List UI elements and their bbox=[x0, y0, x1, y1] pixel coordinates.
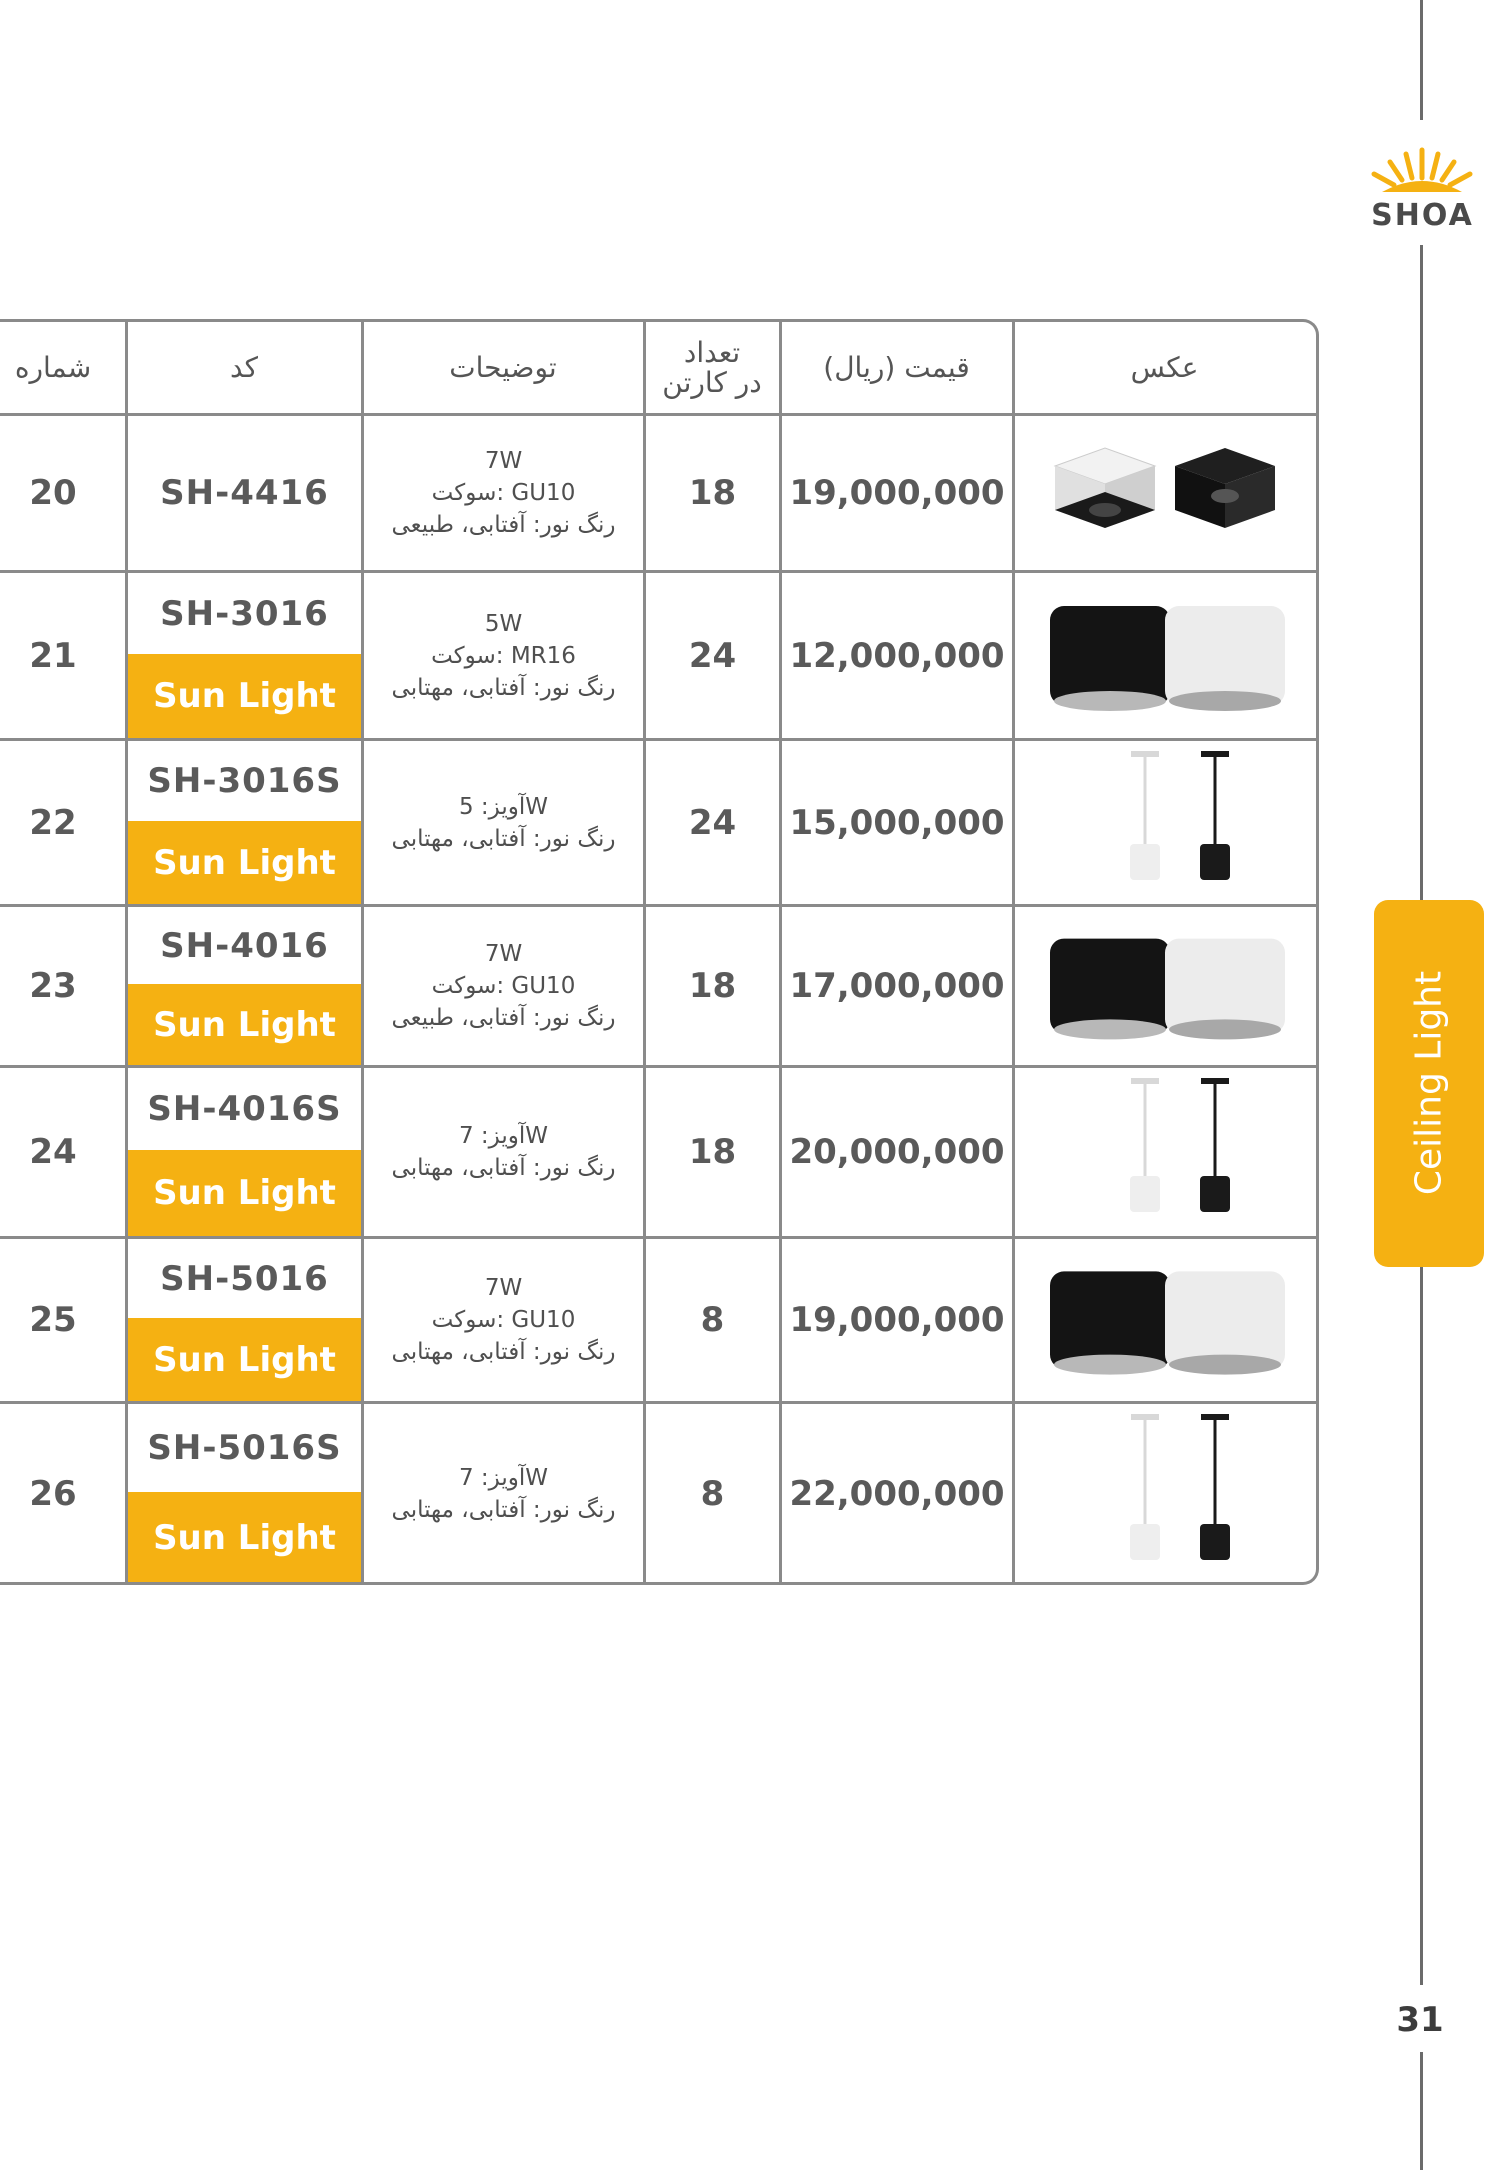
shoa-logo bbox=[1360, 140, 1485, 235]
row-number: 21 bbox=[29, 635, 77, 676]
right-rule-bottom bbox=[1420, 2052, 1423, 2170]
brand-badge: Sun Light bbox=[128, 821, 361, 904]
product-price: 19,000,000 bbox=[789, 1300, 1005, 1340]
cylinder-light-icon bbox=[1015, 1239, 1315, 1401]
pendant-light-icon bbox=[1015, 1404, 1315, 1584]
description-line: رنگ نور: آفتابی، طبیعی bbox=[391, 1005, 616, 1031]
brand-name: SHOA bbox=[1371, 198, 1474, 233]
carton-quantity: 8 bbox=[700, 1300, 725, 1340]
description-line: سوکت: GU10 bbox=[431, 973, 576, 999]
product-code: SH-3016 bbox=[160, 593, 329, 634]
description-line: سوکت: MR16 bbox=[431, 642, 576, 669]
product-price: 20,000,000 bbox=[789, 1132, 1005, 1172]
carton-quantity: 18 bbox=[688, 966, 737, 1006]
product-code: SH-4416 bbox=[160, 473, 329, 513]
description-line: آویز: 7W bbox=[458, 1465, 549, 1491]
row-number: 26 bbox=[29, 1474, 77, 1514]
pendant-light-icon bbox=[1015, 741, 1315, 904]
product-photo[interactable] bbox=[1015, 1068, 1315, 1236]
product-photo[interactable] bbox=[1015, 573, 1315, 738]
header-price bbox=[780, 322, 1013, 414]
price-table bbox=[0, 319, 1319, 1585]
category-tab[interactable] bbox=[1374, 900, 1484, 1267]
page-number: 31 bbox=[1380, 1995, 1460, 2045]
product-description bbox=[364, 1404, 643, 1584]
description-line: 7W bbox=[484, 941, 523, 967]
product-code: SH-5016 bbox=[160, 1258, 329, 1299]
brand-badge: Sun Light bbox=[128, 1492, 361, 1584]
product-description bbox=[364, 573, 643, 738]
product-description bbox=[364, 907, 643, 1065]
row-number: 24 bbox=[29, 1132, 77, 1172]
product-code: SH-3016S bbox=[147, 761, 342, 801]
carton-quantity: 18 bbox=[688, 1132, 737, 1172]
header-number-label: شماره bbox=[14, 351, 92, 384]
product-photo[interactable] bbox=[1015, 1404, 1315, 1584]
cylinder-light-icon bbox=[1015, 907, 1315, 1065]
brand-badge: Sun Light bbox=[128, 984, 361, 1065]
product-description bbox=[364, 1239, 643, 1401]
product-photo[interactable] bbox=[1015, 1239, 1315, 1401]
header-quantity bbox=[644, 322, 780, 414]
carton-quantity: 24 bbox=[688, 635, 737, 676]
cube-light-icon bbox=[1015, 416, 1315, 570]
product-photo[interactable] bbox=[1015, 741, 1315, 904]
brand-badge: Sun Light bbox=[128, 1318, 361, 1401]
row-number: 20 bbox=[29, 473, 77, 513]
carton-quantity: 24 bbox=[688, 802, 737, 843]
header-photo-label: عکس bbox=[1130, 351, 1199, 384]
header-photo bbox=[1013, 322, 1316, 414]
header-quantity-line1: تعداد bbox=[683, 336, 741, 369]
carton-quantity: 8 bbox=[700, 1474, 725, 1514]
carton-quantity: 18 bbox=[688, 473, 737, 513]
row-number: 25 bbox=[29, 1300, 77, 1340]
product-description bbox=[364, 741, 643, 904]
product-photo[interactable] bbox=[1015, 907, 1315, 1065]
product-price: 19,000,000 bbox=[789, 473, 1005, 513]
product-code: SH-4016S bbox=[147, 1089, 342, 1129]
header-description-label: توضیحات bbox=[449, 351, 557, 384]
description-line: رنگ نور: آفتابی، مهتابی bbox=[391, 674, 616, 701]
description-line: سوکت: GU10 bbox=[431, 1307, 576, 1333]
description-line: رنگ نور: آفتابی، مهتابی bbox=[391, 1339, 616, 1365]
description-line: رنگ نور: آفتابی، مهتابی bbox=[391, 1155, 616, 1181]
product-price: 17,000,000 bbox=[789, 966, 1005, 1006]
category-tab-label: Ceiling Light bbox=[1408, 970, 1450, 1196]
right-rule-top bbox=[1420, 0, 1423, 120]
brand-badge: Sun Light bbox=[128, 654, 361, 738]
product-price: 22,000,000 bbox=[789, 1474, 1005, 1514]
row-number: 23 bbox=[29, 966, 77, 1006]
product-description bbox=[364, 1068, 643, 1236]
row-number: 22 bbox=[29, 802, 77, 843]
pendant-light-icon bbox=[1015, 1068, 1315, 1236]
brand-badge: Sun Light bbox=[128, 1150, 361, 1236]
description-line: آویز: 5W bbox=[458, 793, 549, 820]
header-price-label: قیمت (ریال) bbox=[823, 351, 970, 384]
product-description bbox=[364, 416, 643, 570]
cylinder-light-icon bbox=[1015, 573, 1315, 738]
description-line: سوکت: GU10 bbox=[431, 480, 576, 506]
product-code: SH-4016 bbox=[160, 925, 329, 966]
product-price: 12,000,000 bbox=[789, 635, 1005, 676]
description-line: رنگ نور: آفتابی، مهتابی bbox=[391, 1497, 616, 1523]
header-code-label: کد bbox=[229, 351, 259, 384]
product-code: SH-5016S bbox=[147, 1428, 342, 1468]
sun-icon bbox=[1360, 140, 1485, 200]
description-line: 7W bbox=[484, 448, 523, 474]
header-number bbox=[0, 322, 126, 414]
description-line: رنگ نور: آفتابی، طبیعی bbox=[391, 512, 616, 538]
header-description bbox=[362, 322, 644, 414]
description-line: 5W bbox=[484, 610, 523, 637]
product-photo[interactable] bbox=[1015, 416, 1315, 570]
description-line: آویز: 7W bbox=[458, 1123, 549, 1149]
description-line: 7W bbox=[484, 1275, 523, 1301]
header-code bbox=[126, 322, 362, 414]
header-quantity-line2: در کارتن bbox=[662, 366, 762, 399]
product-price: 15,000,000 bbox=[789, 802, 1005, 843]
description-line: رنگ نور: آفتابی، مهتابی bbox=[391, 825, 616, 852]
